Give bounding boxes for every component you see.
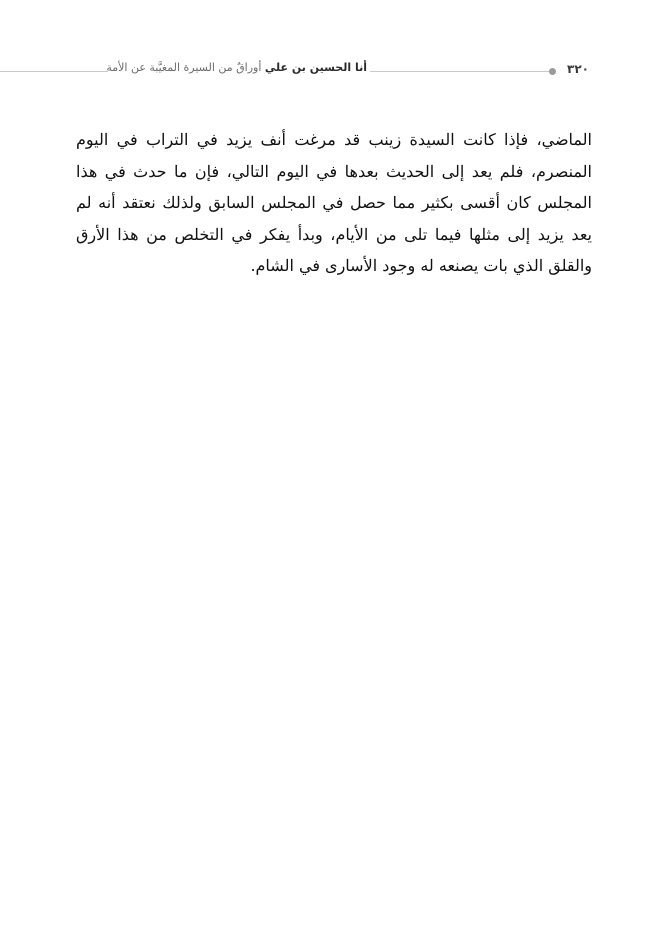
running-header (0, 60, 669, 84)
book-subtitle: أوراقٌ من السيرة المغيَّبة عن الأمة (106, 61, 262, 74)
running-title (106, 61, 367, 74)
page-number: ٣٢٠ (567, 62, 589, 76)
header-rule-left (0, 71, 108, 72)
body-paragraph: الماضي، فإذا كانت السيدة زينب قد مرغت أنف يزيد في التراب في اليوم المنصرم، فلم يعد إلى الحديث بعدها في اليوم التالي، فإن ما حدث في هذا المجلس كان أقسى بكثير مما حصل في المجلس السابق ولذلك نعتقد أنه لم يعد يزيد إلى مثلها فيما تلى من الأيام، وبدأ يفكر في التخلص من هذا الأرق والقلق الذي بات يصنعه له وجود الأسارى في الشام. (76, 130, 592, 275)
header-rule-right (370, 71, 550, 72)
book-title: أنا الحسين بن علي (264, 61, 367, 74)
header-bullet-dot (549, 68, 556, 75)
